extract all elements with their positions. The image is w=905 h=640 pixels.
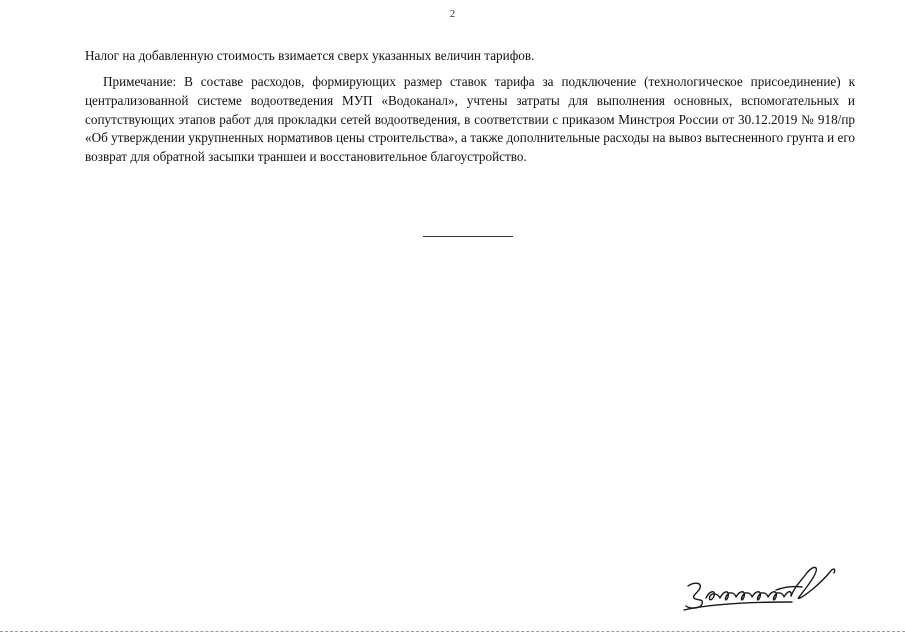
section-divider bbox=[423, 236, 513, 237]
remark-paragraph: Примечание: В составе расходов, формирующих размер ставок тарифа за подключение (технологическое присоединение) к централизованной системе водоотведения МУП «Водоканал», учтены затраты для выполнения основных, вспомогательных и сопутствующих этапов работ для прокладки сетей водоотведения, в соответствии с приказом Минстроя России от 30.12.2019 № 918/пр «Об утверждении укрупненных нормативов цены строительства», а также дополнительные расходы на вывоз вытесненного грунта и его возврат для обратной засыпки траншеи и восстановительное благоустройство. bbox=[85, 74, 855, 165]
page-number: 2 bbox=[449, 8, 456, 20]
signature-icon bbox=[680, 560, 850, 620]
vat-note: Налог на добавленную стоимость взимается сверх указанных величин тарифов. bbox=[85, 48, 535, 63]
scan-edge-line bbox=[0, 631, 905, 632]
